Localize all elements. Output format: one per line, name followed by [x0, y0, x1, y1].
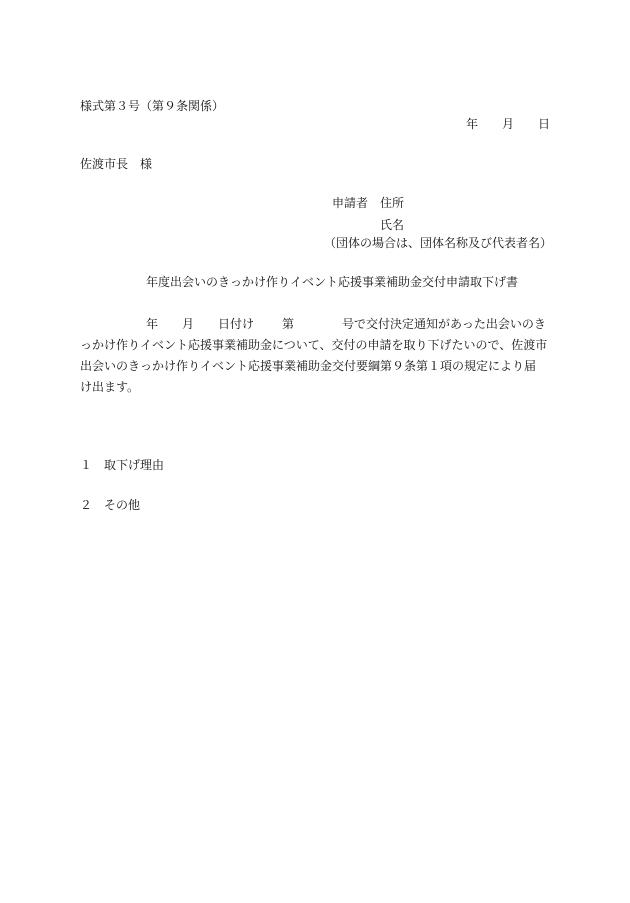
applicant-label: 申請者 — [332, 196, 369, 210]
date-year: 年 — [466, 117, 479, 131]
addressee: 佐渡市長 様 — [80, 157, 153, 171]
body-month-label: 月 — [182, 317, 195, 331]
form-number: 様式第３号（第９条関係） — [80, 99, 225, 113]
date-day: 日 — [537, 117, 550, 131]
body-line-4: け出ます。 — [80, 380, 140, 394]
applicant-address-label: 住所 — [380, 196, 405, 210]
body-dated-label: 日付け — [218, 317, 255, 331]
applicant-name-label: 氏名 — [380, 218, 405, 232]
item-2-other: ２ その他 — [80, 498, 141, 512]
body-line-1 — [80, 318, 550, 332]
body-year-label: 年 — [146, 317, 159, 331]
body-line-1-text: 号で交付決定通知があった出会いのき — [342, 317, 546, 331]
body-number-prefix: 第 — [282, 317, 295, 331]
applicant-note: （団体の場合は、団体名称及び代表者名） — [324, 236, 553, 250]
document-title: 年度出会いのきっかけ作りイベント応援事業補助金交付申請取下げ書 — [146, 275, 519, 289]
body-line-2: っかけ作りイベント応援事業補助金について、交付の申請を取り下げたいので、佐渡市 — [80, 338, 548, 352]
item-1-reason: １ 取下げ理由 — [80, 458, 165, 472]
body-line-3: 出会いのきっかけ作りイベント応援事業補助金交付要綱第９条第１項の規定により届 — [80, 359, 537, 373]
date-line — [466, 118, 550, 130]
date-month: 月 — [501, 117, 514, 131]
